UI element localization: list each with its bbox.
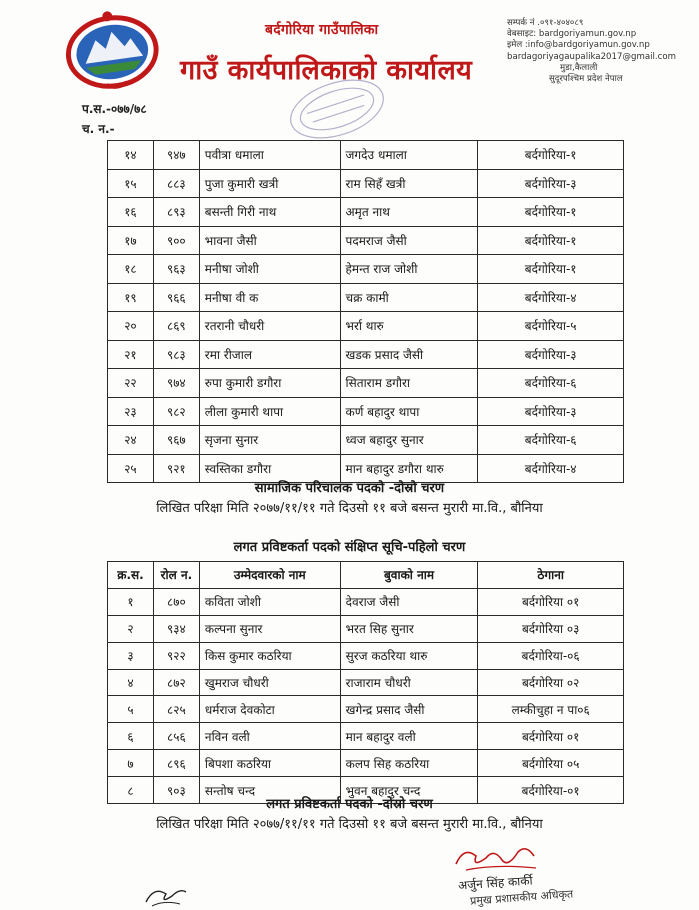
section1-title: सामाजिक परिचालक पदको -दोस्रो चरण [254, 481, 445, 496]
cell-address: बर्दगोरिया-३ [478, 169, 624, 198]
cell-name: मनीषा वी क [199, 283, 340, 312]
cell-father: देवराज जैसी [340, 588, 478, 615]
cell-address: बर्दगोरिया-३ [478, 340, 624, 369]
cell-father: भुवन बहादुर चन्द [340, 777, 478, 804]
section1-subtitle: लिखित परिक्षा मिति २०७७/११/११ गते दिउसो ११ बजे बसन्त मुरारी मा.वि., बौनिया [156, 501, 543, 516]
cell-sn: ५ [108, 696, 154, 723]
cell-sn: ४ [108, 669, 154, 696]
cell-address: बर्दगोरिया-४ [478, 454, 624, 483]
cell-father: राजाराम चौधरी [340, 669, 478, 696]
cell-name: बसन्ती गिरी नाथ [199, 198, 340, 227]
cell-sn: ८ [108, 777, 154, 804]
cell-sn: २५ [108, 454, 154, 483]
table-row [108, 426, 624, 455]
cell-name: कविता जोशी [199, 588, 340, 615]
cell-roll: ९२१ [153, 454, 199, 483]
cell-father: खगेन्द्र प्रसाद जैसी [340, 696, 478, 723]
cell-name: कल्पना सुनार [199, 615, 340, 642]
cell-address: बर्दगोरिया-६ [478, 426, 624, 455]
candidate-table-2-body [108, 588, 624, 803]
table-row [108, 283, 624, 312]
table-row [108, 642, 624, 669]
place: मुडा,कैलाली [560, 62, 598, 73]
cell-father: जगदेउ धमाला [340, 141, 478, 170]
cell-name: रतरानी चौधरी [199, 312, 340, 341]
cell-roll: ९६७ [153, 426, 199, 455]
cell-name: लीला कुमारी थापा [199, 397, 340, 426]
cell-address: लम्कीचुहा न पा०६ [478, 696, 624, 723]
table-row [108, 340, 624, 369]
chalani-number: च. न.- [82, 122, 115, 136]
cell-father: खडक प्रसाद जैसी [340, 340, 478, 369]
signer-title: प्रमुख प्रशासकीय अधिकृत [469, 887, 574, 908]
table-row [108, 169, 624, 198]
cell-sn: २३ [108, 397, 154, 426]
cell-roll: ८७२ [153, 669, 199, 696]
cell-address: बर्दगोरिया ०२ [478, 669, 624, 696]
email-secondary: bardagoriyagaupalika2017@gmail.com [507, 51, 676, 62]
signer-name: अर्जुन सिंह कार्की [457, 873, 534, 893]
cell-roll: ८६९ [153, 312, 199, 341]
initials-signature [140, 876, 190, 910]
cell-father: सुरज कठरिया थारु [340, 642, 478, 669]
cell-address: बर्दगोरिया-१ [478, 255, 624, 284]
cell-name: भावना जैसी [199, 226, 340, 255]
patra-sankhya: प.स.-०७७/७८ [82, 102, 147, 116]
cell-roll: ९८२ [153, 397, 199, 426]
cell-roll: ९०३ [153, 777, 199, 804]
cell-father: भर्रा थारु [340, 312, 478, 341]
cell-father: अमृत नाथ [340, 198, 478, 227]
email: इमेल :info@bardgoriyamun.gov.np [507, 40, 650, 51]
table-row [108, 141, 624, 170]
cell-sn: २ [108, 615, 154, 642]
cell-roll: ८९३ [153, 198, 199, 227]
cell-sn: १६ [108, 198, 154, 227]
cell-roll: ८९६ [153, 750, 199, 777]
cell-roll: ८२५ [153, 696, 199, 723]
cell-father: राम सिहँ खत्री [340, 169, 478, 198]
cell-sn: १ [108, 588, 154, 615]
cell-roll: ९३४ [153, 615, 199, 642]
emblem-logo [62, 8, 162, 92]
cell-father: कर्ण बहादुर थापा [340, 397, 478, 426]
cell-roll: ९२२ [153, 642, 199, 669]
cell-name: नविन वली [199, 723, 340, 750]
cell-sn: २२ [108, 369, 154, 398]
cell-father: पदमराज जैसी [340, 226, 478, 255]
contact-block [507, 18, 676, 85]
cell-sn: २० [108, 312, 154, 341]
header-address: ठेगाना [478, 562, 624, 589]
section3-subtitle: लिखित परिक्षा मिति २०७७/११/११ गते दिउसो ११ बजे बसन्त मुरारी मा.वि., बौनिया [156, 817, 543, 832]
cell-address: बर्दगोरिया-०१ [478, 777, 624, 804]
cell-sn: १९ [108, 283, 154, 312]
cell-roll: ८५६ [153, 723, 199, 750]
table-row [108, 588, 624, 615]
cell-sn: १४ [108, 141, 154, 170]
cell-father: ध्वज बहादुर सुनार [340, 426, 478, 455]
table-row [108, 750, 624, 777]
cell-address: बर्दगोरिया-०६ [478, 642, 624, 669]
municipality-name: बर्दगोरिया गाउँपालिका [265, 22, 379, 38]
header-sn: क्र.स. [108, 562, 154, 589]
table-row [108, 669, 624, 696]
website: वेबसाइट: bardgoriyamun.gov.np [507, 29, 637, 40]
section2-title: लगत प्रविष्टकर्ता पदको संक्षिप्त सूचि-पहिलो चरण [233, 540, 466, 555]
cell-address: बर्दगोरिया ०१ [478, 588, 624, 615]
section3-title: लगत प्रविष्टकर्ता पदको -दोस्रो चरण [266, 797, 433, 812]
cell-name: स्वस्तिका डगौरा [199, 454, 340, 483]
cell-name: धर्मराज देवकोटा [199, 696, 340, 723]
candidate-table-2 [107, 561, 624, 804]
table-row [108, 369, 624, 398]
table-row [108, 397, 624, 426]
cell-father: सिताराम डगौरा [340, 369, 478, 398]
table-header-row [108, 562, 624, 589]
cell-address: बर्दगोरिया ०३ [478, 615, 624, 642]
cell-roll: ९६६ [153, 283, 199, 312]
cell-name: पवीत्रा धमाला [199, 141, 340, 170]
header-roll: रोल न. [153, 562, 199, 589]
table-row [108, 696, 624, 723]
cell-address: बर्दगोरिया-१ [478, 141, 624, 170]
table-row [108, 226, 624, 255]
cell-roll: ८८३ [153, 169, 199, 198]
table-row [108, 255, 624, 284]
office-title: गाउँ कार्यपालिकाको कार्यालय [180, 55, 473, 86]
signature [446, 838, 556, 878]
cell-name: मनीषा जोशी [199, 255, 340, 284]
cell-sn: १५ [108, 169, 154, 198]
candidate-table-1-body [108, 141, 624, 483]
cell-name: सन्तोष चन्द [199, 777, 340, 804]
cell-sn: ७ [108, 750, 154, 777]
cell-roll: ९८३ [153, 340, 199, 369]
cell-address: बर्दगोरिया-१ [478, 198, 624, 227]
office-stamp [282, 76, 392, 142]
cell-father: मान बहादुर डगौरा थारु [340, 454, 478, 483]
phone-number: सम्पर्क नं .०९१-४०४०८९ [507, 18, 584, 28]
cell-father: मान बहादुर वली [340, 723, 478, 750]
cell-sn: ६ [108, 723, 154, 750]
cell-father: कलप सिह कठरिया [340, 750, 478, 777]
cell-father: हेमन्त राज जोशी [340, 255, 478, 284]
cell-address: बर्दगोरिया-५ [478, 312, 624, 341]
cell-sn: २४ [108, 426, 154, 455]
cell-roll: ९०० [153, 226, 199, 255]
cell-sn: ३ [108, 642, 154, 669]
cell-address: बर्दगोरिया-३ [478, 397, 624, 426]
cell-address: बर्दगोरिया-१ [478, 226, 624, 255]
cell-roll: ९६३ [153, 255, 199, 284]
cell-father: चक्र कामी [340, 283, 478, 312]
header-father: बुवाको नाम [340, 562, 478, 589]
cell-name: खुमराज चौधरी [199, 669, 340, 696]
cell-roll: ९७४ [153, 369, 199, 398]
table-row [108, 615, 624, 642]
cell-sn: २१ [108, 340, 154, 369]
table-row [108, 198, 624, 227]
cell-sn: १८ [108, 255, 154, 284]
cell-name: सृजना सुनार [199, 426, 340, 455]
cell-name: रमा रीजाल [199, 340, 340, 369]
cell-name: पुजा कुमारी खत्री [199, 169, 340, 198]
cell-name: किस कुमार कठरिया [199, 642, 340, 669]
province: सुदूरपश्चिम प्रदेश नेपाल [549, 74, 623, 85]
table-row [108, 312, 624, 341]
cell-roll: ८७० [153, 588, 199, 615]
cell-name: रुपा कुमारी डगौरा [199, 369, 340, 398]
cell-address: बर्दगोरिया-४ [478, 283, 624, 312]
candidate-table-1 [107, 140, 624, 483]
cell-sn: १७ [108, 226, 154, 255]
cell-address: बर्दगोरिया ०१ [478, 723, 624, 750]
cell-name: बिपशा कठरिया [199, 750, 340, 777]
header-name: उम्मेदवारको नाम [199, 562, 340, 589]
cell-address: बर्दगोरिया ०५ [478, 750, 624, 777]
cell-father: भरत सिह सुनार [340, 615, 478, 642]
table-row [108, 723, 624, 750]
cell-address: बर्दगोरिया-६ [478, 369, 624, 398]
cell-roll: ९४७ [153, 141, 199, 170]
